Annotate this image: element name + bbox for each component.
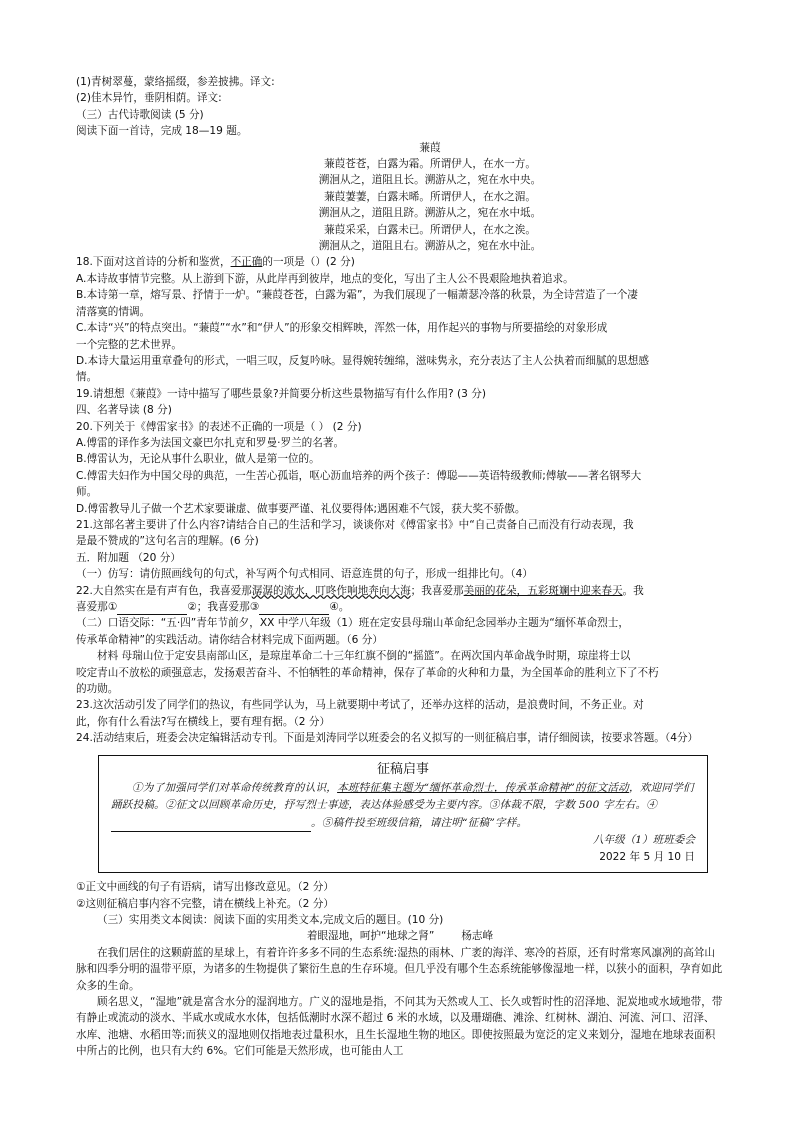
poem-title: 蒹葭 [419,141,441,154]
option-d: D.本诗大量运用重章叠句的形式，一唱三叹，反复吟咏。显得婉转缠绵，滋味隽永，充分表达了主人公执着而细腻的思想感 [76,354,649,367]
subsection-heading-cont: 传承革命精神”的实践活动。请你结合材料完成下面两题。（6 分） [76,633,383,646]
poem-line: 溯洄从之，道阻且右。溯游从之，宛在水中沚。 [318,240,542,253]
option-b-cont: 清落寞的情调。 [76,305,151,318]
material-cont: 咬定青山不放松的顽强意志，发扬艰苦奋斗、不怕牺牲的革命精神，保存了革命的火种和力量，为全国革命的胜利立下了不朽 [76,666,659,679]
option-d: D.傅雷教导儿子做一个艺术家要谦虚、做事要严谨、礼仪要得体;遇困难不气馁，获大奖不骄傲。 [76,502,526,515]
poem-line: 蒹葭萋萋，白露未晞。所谓伊人，在水之湄。 [324,190,536,203]
instruction: 阅读下面一首诗，完成 18—19 题。 [76,125,248,138]
option-a: A.傅雷的译作多为法国文豪巴尔扎克和罗曼·罗兰的名著。 [76,436,345,449]
notice-date: 2022 年 5 月 10 日 [599,851,695,864]
section-heading: （三）古代诗歌阅读 (5 分) [76,108,204,121]
section-heading: 四、名著导读 (8 分) [76,404,172,417]
notice-signature: 八年级（1）班班委会 [592,834,695,847]
option-c: C.傅雷夫妇作为中国父母的典范，一生苦心孤诣，呕心沥血培养的两个孩子：傅聪——英语特级教师;傅敏——著名钢琴大 [76,469,642,482]
article-paragraph: 在我们居住的这颗蔚蓝的星球上，有着许许多多不同的生态系统:湿热的雨林、广袤的海洋、寒冷的苔原，还有时常寒风凛冽的高耸山脉和四季分明的温带平原，为诸多的生物提供了繁衍生息的生存环境。但几乎没有哪个生态系统能够像湿地一样，以狭小的面积，孕育如此众多的生命。 [76,946,723,992]
subsection-heading: （三）实用类文本阅读：阅读下面的实用类文本,完成文后的题目。(10 分) [97,913,444,926]
option-c: C.本诗“兴”的特点突出。“蒹葭”“水”和“伊人”的形象交相辉映，浑然一体，用作起兴的事物与所要描绘的对象形成 [76,322,608,335]
option-d-cont: 情。 [76,371,98,384]
question-19: 19.请想想《蒹葭》一诗中描写了哪些景象?并简要分析这些景物描写有什么作用? (3 分) [76,387,487,400]
notice-title: 征稿启事 [376,761,429,777]
q17-item2: (2)佳木异竹，垂阴相荫。译文: [76,92,222,105]
poem-line: 溯洄从之，道阻且跻。溯游从之，宛在水中坻。 [318,207,542,220]
notice-question: ①正文中画线的句子有语病，请写出修改意见。（2 分） [76,881,334,894]
notice-question: ②这则征稿启事内容不完整，请在横线上补充。（2 分） [76,897,334,910]
answer-blank[interactable] [259,602,329,615]
q17-item1: (1)青树翠蔓，蒙络摇缀，参差披拂。译文: [76,76,275,88]
question-23: 23.这次活动引发了同学们的热议，有些同学认为，马上就要期中考试了，还举办这样的活动，是浪费时间，不务正业。对 [76,699,644,712]
question-21-cont: 是最不赞成的”这句名言的理解。(6 分) [76,535,259,548]
poem [76,140,724,255]
notice-body: ①为了加强同学们对革命传统教育的认识，本班特征集主题为“缅怀革命烈士，传承革命精神”的征文活动，欢迎同学们踊跃投稿。②征文以回顾革命历史，抒写烈士事迹，表达体验感受为主要内容。③体裁不限，字数 500 字左右。④。⑤稿件投至班级信箱，请注明“征稿”字样。 [111,780,695,833]
question-23-cont: 此，你有什么看法?写在横线上，要有理有据。（2 分） [76,715,331,728]
option-c-cont: 一个完整的艺术世界。 [76,338,182,351]
question-21: 21.这部名著主要讲了什么内容?请结合自己的生活和学习，谈谈你对《傅雷家书》中“自己责备自己而没有行动表现，我 [76,518,634,531]
material-cont: 的功勋。 [76,683,119,696]
poem-line: 溯洄从之，道阻且长。溯游从之，宛在水中央。 [318,174,542,187]
subsection-heading: （二）口语交际：“五·四”青年节前夕，XX 中学八年级（1）班在定安县母瑞山革命纪念园举办主题为“缅怀革命烈士， [76,617,629,630]
option-b: B.傅雷认为，无论从事什么职业，做人是第一位的。 [76,453,320,466]
subsection-heading: （一）仿写：请仿照画线句的句式，补写两个句式相同、语意连贯的句子，形成一组排比句。（4） [76,568,533,581]
material: 材料 母瑞山位于定安县南部山区，是琼崖革命二十三年红旗不倒的“摇篮”。在两次国内革命战争时期，琼崖将士以 [97,650,631,663]
question-18: 18.下面对这首诗的分析和鉴赏，不正确的一项是（）(2 分) [76,256,355,269]
question-22: 22.大自然实在是有声有色，我喜爱那潺潺的流水，叮咚作响地奔向大海；我喜爱那美丽的花朵，五彩斑斓中迎来春天。我 [76,584,644,597]
option-b: B.本诗第一章，熔写景、抒情于一炉。“蒹葭苍苍，白露为霜”，为我们展现了一幅萧瑟冷落的秋景，为全诗营造了一个凄 [76,289,638,302]
answer-blank[interactable] [117,602,187,615]
question-20: 20.下列关于《傅雷家书》的表述不正确的一项是（ ） (2 分) [76,420,362,433]
question-22-cont: 喜爱那① ②；我喜爱那③ ④。 [76,599,724,615]
notice-box [98,755,708,874]
question-24: 24.活动结束后，班委会决定编辑活动专刊。下面是刘涛同学以班委会的名义拟写的一则征稿启事，请仔细阅读，按要求答题。（4分） [76,732,699,745]
section-heading: 五．附加题 （20 分） [76,551,181,564]
option-c-cont: 师。 [76,486,98,499]
poem-line: 蒹葭采采，白露未已。所谓伊人，在水之涘。 [324,223,536,236]
article-paragraph: 顾名思义，“湿地”就是富含水分的湿润地方。广义的湿地是指，不问其为天然或人工、长久或暂时性的沼泽地、泥炭地或水域地带，带有静止或流动的淡水、半咸水或咸水水体，包括低潮时水深不超过 6 米的水域，以及珊瑚礁、滩涂、红树林、湖泊、河流、河口、沼泽、水库、池塘、水稻田等;而狭义的湿地则仅指地表过量积水，且生长湿地生物的地区。即使按照最为宽泛的定义来划分，湿地在地球表面积中所占的比例，也只有大约 6%。它们可能是天然形成，也可能由人工 [76,996,723,1058]
option-a: A.本诗故事情节完整。从上游到下游，从此岸再到彼岸，地点的变化，写出了主人公不畏艰险地执着追求。 [76,272,574,285]
poem-line: 蒹葭苍苍，白露为霜。所谓伊人，在水一方。 [324,158,536,171]
article-title: 着眼湿地，呵护“地球之肾” 杨志峰 [306,930,494,943]
exam-page [76,74,724,1060]
answer-blank[interactable] [111,819,311,832]
